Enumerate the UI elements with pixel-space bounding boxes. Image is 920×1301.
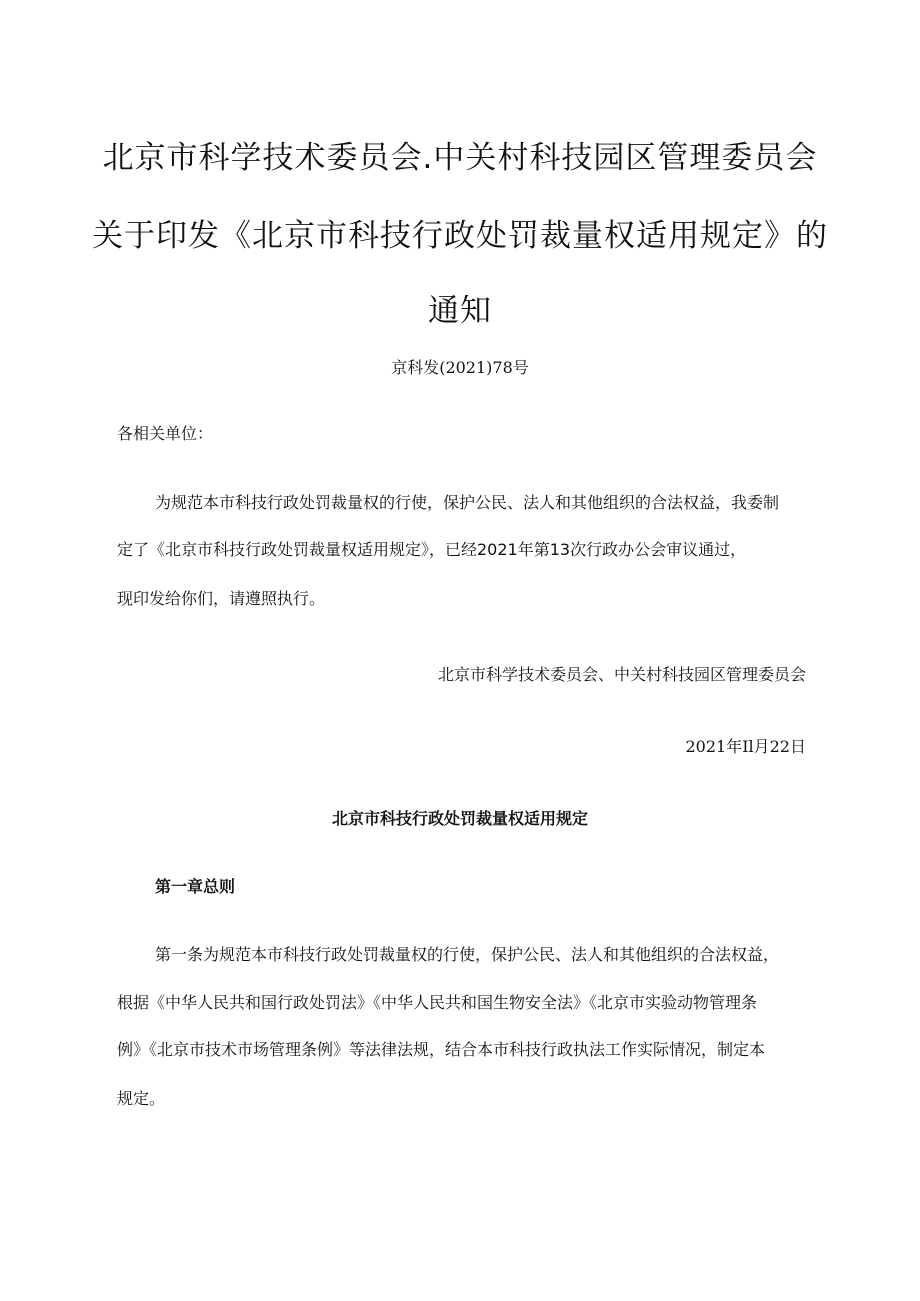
notice-body-line: 现印发给你们，请遵照执行。 bbox=[117, 589, 326, 608]
notice-body-line: 定了《北京市科技行政处罚裁量权适用规定》，已经2021年第13次行政办公会审议通过， bbox=[117, 540, 747, 559]
document-title-line-2: 关于印发《北京市科技行政处罚裁量权适用规定》的 bbox=[92, 218, 828, 254]
issue-date: 2021年Il月22日 bbox=[685, 737, 806, 756]
article-line: 第一条为规范本市科技行政处罚裁量权的行使，保护公民、法人和其他组织的合法权益， bbox=[155, 945, 780, 964]
chapter-heading: 第一章总则 bbox=[155, 877, 236, 896]
document-title-line-3: 通知 bbox=[428, 293, 492, 329]
notice-body-line: 为规范本市科技行政处罚裁量权的行使，保护公民、法人和其他组织的合法权益，我委制 bbox=[155, 493, 780, 512]
regulation-title: 北京市科技行政处罚裁量权适用规定 bbox=[331, 809, 588, 828]
article-line: 规定。 bbox=[117, 1089, 166, 1108]
article-line: 根据《中华人民共和国行政处罚法》《中华人民共和国生物安全法》《北京市实验动物管理条 bbox=[117, 993, 758, 1012]
recipient-line: 各相关单位： bbox=[117, 424, 214, 443]
issuer-signature: 北京市科学技术委员会、中关村科技园区管理委员会 bbox=[437, 665, 806, 684]
document-title-line-1: 北京市科学技术委员会.中关村科技园区管理委员会 bbox=[102, 140, 818, 176]
document-number: 京科发(2021)78号 bbox=[391, 358, 529, 377]
article-line: 例》《北京市技术市场管理条例》等法律法规，结合本市科技行政执法工作实际情况，制定本 bbox=[117, 1040, 766, 1059]
